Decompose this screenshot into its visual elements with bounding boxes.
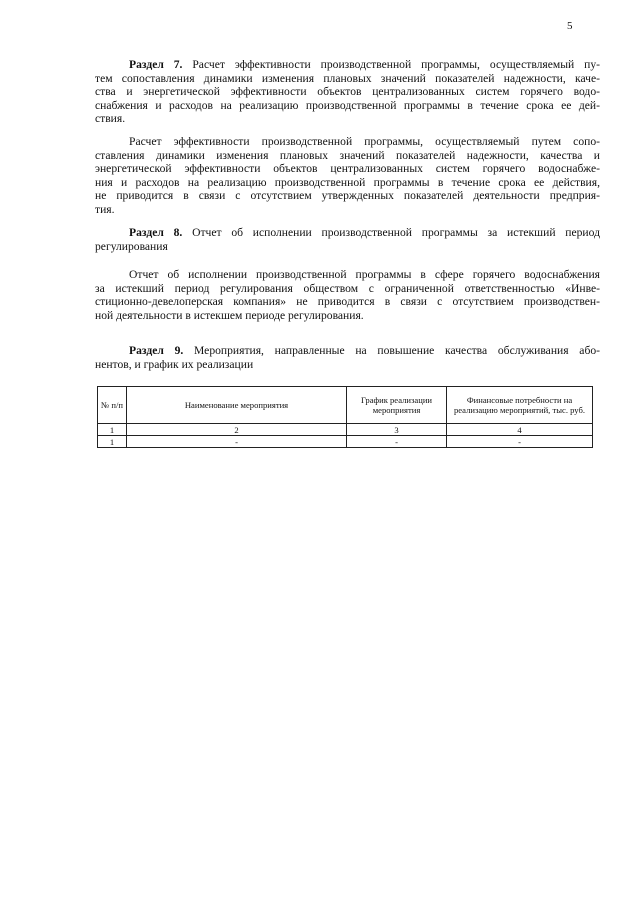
table-cell: 2: [127, 424, 347, 436]
header-finance: Финансовые потребности на реализацию мероприятий, тыс. руб.: [447, 387, 593, 424]
page-number: 5: [567, 20, 573, 32]
table-cell: -: [347, 436, 447, 448]
section-7-line-1-text: Расчет эффективности производственной программы, осуществляемый пу-: [182, 58, 601, 71]
table-cell: -: [127, 436, 347, 448]
section-9-line-1-text: Мероприятия, направленные на повышение качества обслуживания або-: [183, 344, 600, 357]
section-7-label: Раздел 7.: [129, 58, 183, 71]
table-row: [98, 424, 593, 436]
section-8-paragraph: [95, 226, 600, 253]
section-7-body-line-6: тия.: [95, 202, 115, 216]
table-cell: -: [447, 436, 593, 448]
section-9-line-1: [95, 344, 600, 358]
section-7-paragraph: [95, 58, 600, 126]
header-schedule: График реализации мероприятия: [347, 387, 447, 424]
section-9-line-2: нентов, и график их реализации: [95, 357, 254, 371]
section-7-body-line-5: не приводится в связи с отсутствием утвержденных показателей деятельности предприя-: [95, 189, 600, 203]
header-name: Наименование мероприятия: [127, 387, 347, 424]
section-9-paragraph: [95, 344, 600, 371]
section-7-body-line-4: ния и расходов на реализацию производственной программы в течение срока ее действия,: [95, 175, 600, 189]
section-7-line-4: снабжения и расходов на реализацию производственной программы в течение срока ее дей-: [95, 98, 600, 112]
table-cell: 1: [98, 436, 127, 448]
section-8-body-paragraph: [95, 268, 600, 322]
section-8-body-line-4: ной деятельности в истекшем периоде регулирования.: [95, 308, 364, 322]
section-7-line-3: ства и энергетической эффективности объектов централизованных систем горячего водо-: [95, 85, 600, 99]
section-7-line-5: ствия.: [95, 112, 126, 126]
section-8-line-1: [95, 226, 600, 240]
table-header-row: [98, 387, 593, 424]
section-7-body-line-3: энергетической эффективности объектов централизованных систем горячего водоснабже-: [95, 162, 600, 176]
section-7-line-1: [95, 58, 600, 72]
section-8-line-1-text: Отчет об исполнении производственной программы за истекший период: [182, 226, 601, 239]
section-7-body-paragraph: [95, 135, 600, 217]
section-8-label: Раздел 8.: [129, 226, 183, 239]
table-cell: 3: [347, 424, 447, 436]
section-7-body-line-1: Расчет эффективности производственной программы, осуществляемый путем сопо-: [129, 135, 600, 148]
section-9-label: Раздел 9.: [129, 344, 184, 357]
section-8-line-2: регулирования: [95, 239, 168, 253]
section-8-body-line-1: Отчет об исполнении производственной программы в сфере горячего водоснабжения: [129, 268, 600, 281]
section-7-body-line-2: ставления динамики изменения плановых значений показателей надежности, качества и: [95, 148, 600, 162]
measures-table: [97, 386, 593, 448]
table-cell: 4: [447, 424, 593, 436]
section-8-body-line-2: за истекший период регулирования обществом с ограниченной ответственностью «Инве-: [95, 281, 600, 295]
table-row: [98, 436, 593, 448]
section-8-body-line-3: стиционно-девелоперская компания» не приводится в связи с отсутствием производствен-: [95, 295, 600, 309]
section-7-line-2: тем сопоставления динамики изменения плановых значений показателей надежности, каче-: [95, 71, 600, 85]
header-num: № п/п: [98, 387, 127, 424]
table-cell: 1: [98, 424, 127, 436]
